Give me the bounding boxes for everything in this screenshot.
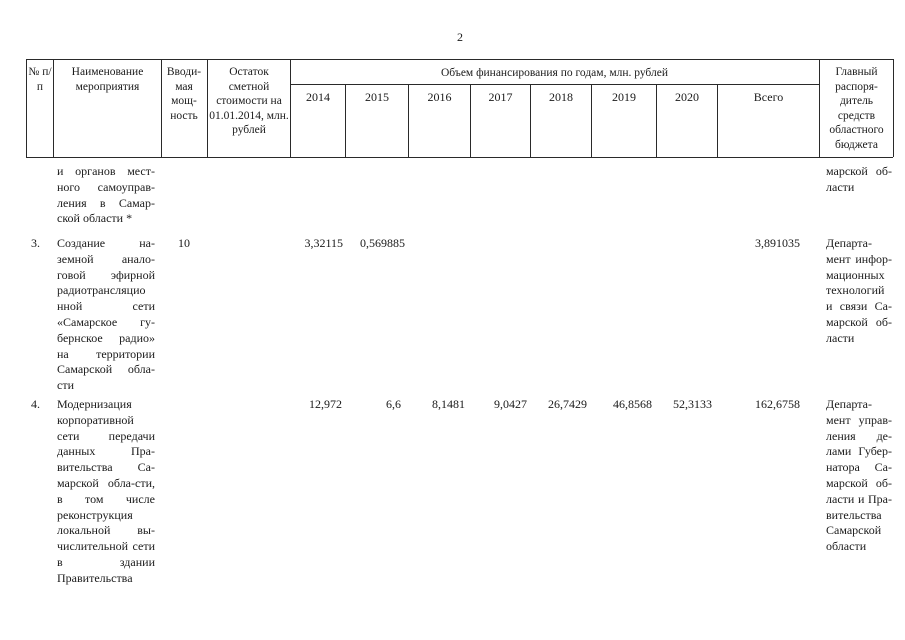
col-divider-0 bbox=[26, 59, 27, 157]
col-divider-13 bbox=[893, 59, 894, 157]
header-number: № п/п bbox=[28, 66, 52, 93]
row-3-value-2017: 9,0427 bbox=[494, 397, 527, 411]
year-total: Всего bbox=[753, 90, 784, 104]
table-top-border bbox=[26, 59, 893, 60]
row-3-number: 4. bbox=[31, 397, 40, 411]
row-3-name: Модернизация корпоративной сети передачи данных Пра-вительства Са-марской обла-сти, в том числе реконструкция локальной вы-числительной сети в здании Правительства bbox=[57, 397, 155, 585]
header-capacity: Вводи-мая мощ-ность bbox=[166, 66, 202, 122]
row-2-value-total: 3,891035 bbox=[755, 236, 800, 250]
year-2014: 2014 bbox=[306, 90, 330, 104]
row-3-value-total: 162,6758 bbox=[755, 397, 800, 411]
year-2016: 2016 bbox=[427, 90, 452, 104]
col-divider-3 bbox=[207, 59, 208, 157]
row-3-manager: Департа-мент управ-ления де-лами Губер-натора Са-марской об-ласти и Пра-вительства Самарской области bbox=[826, 397, 892, 554]
page-number: 2 bbox=[457, 30, 463, 44]
row-3-value-2019: 46,8568 bbox=[613, 397, 652, 411]
row-2-value-2015: 0,569885 bbox=[360, 236, 405, 250]
header-funding: Объем финансирования по годам, млн. рублей bbox=[441, 67, 668, 79]
row-2-manager: Департа-мент инфор-мационных технологий и связи Са-марской об-ласти bbox=[826, 236, 892, 345]
row-1-manager: марской об-ласти bbox=[826, 164, 892, 194]
funding-subheader-line bbox=[290, 84, 819, 85]
header-bottom-border bbox=[26, 157, 893, 158]
header-name: Наименование мероприятия bbox=[71, 66, 144, 93]
header-remainder: Остаток сметной стоимости на 01.01.2014, млн. рублей bbox=[209, 66, 289, 136]
row-2-capacity: 10 bbox=[178, 236, 190, 250]
year-2015: 2015 bbox=[365, 90, 389, 104]
year-2018: 2018 bbox=[549, 90, 573, 104]
row-2-name: Создание на-земной анало-говой эфирной радиотрансляцио нной сети «Самарское гу-бернское радио» на территории Самарской обла-сти bbox=[57, 236, 155, 393]
row-3-value-2018: 26,7429 bbox=[548, 397, 587, 411]
row-3-value-2015: 6,6 bbox=[386, 397, 401, 411]
row-2-value-2014: 3,32115 bbox=[304, 236, 343, 250]
row-3-value-2016: 8,1481 bbox=[432, 397, 465, 411]
row-1-name: и органов мест-ного самоуправ-ления в Самар-ской области * bbox=[57, 164, 155, 226]
year-2017: 2017 bbox=[488, 90, 513, 104]
header-manager: Главный распоря-дитель средств областного бюджета bbox=[829, 66, 884, 151]
col-divider-12 bbox=[819, 59, 820, 157]
row-3-value-2014: 12,972 bbox=[309, 397, 342, 411]
year-2019: 2019 bbox=[612, 90, 636, 104]
year-2020: 2020 bbox=[675, 90, 699, 104]
row-3-value-2020: 52,3133 bbox=[673, 397, 712, 411]
col-divider-1 bbox=[53, 59, 54, 157]
row-2-number: 3. bbox=[31, 236, 40, 250]
